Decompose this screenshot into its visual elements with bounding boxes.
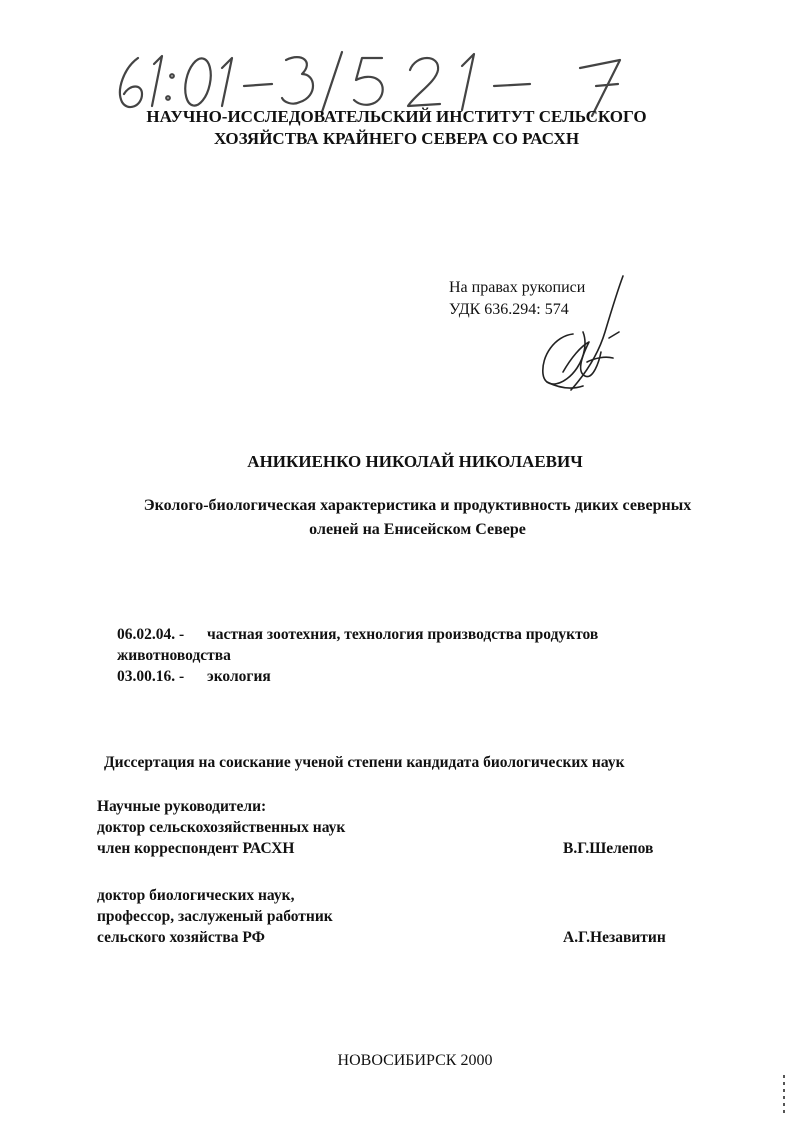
specialty-code: 03.00.16. - (117, 668, 185, 685)
supervisors-block (97, 796, 717, 948)
supervisor-1-name: В.Г.Шелепов (563, 840, 654, 857)
supervisor-2-degree: доктор биологических наук, (97, 887, 295, 904)
supervisor-2-name: А.Г.Незавитин (563, 929, 666, 946)
udc-code: УДК 636.294: 574 (449, 301, 569, 318)
supervisor-1-title: член корреспондент РАСХН (97, 840, 295, 857)
author-name: АНИКИЕНКО НИКОЛАЙ НИКОЛАЕВИЧ (247, 452, 583, 471)
title-line-2: оленей на Енисейском Севере (309, 521, 526, 538)
supervisor-2-title: профессор, заслуженый работник (97, 908, 333, 925)
author-signature (525, 272, 635, 402)
manuscript-rights-label: На правах рукописи (449, 279, 586, 296)
supervisor-2-title-cont: сельского хозяйства РФ (97, 929, 265, 946)
specialty-name: частная зоотехния, технология производства продуктов (207, 626, 599, 643)
specialty-name: экология (207, 668, 271, 685)
institute-line-1: НАУЧНО-ИССЛЕДОВАТЕЛЬСКИЙ ИНСТИТУТ СЕЛЬСКОГО (146, 107, 647, 126)
specialty-item (117, 666, 598, 687)
specialty-code: 06.02.04. - (117, 626, 185, 643)
supervisors-heading: Научные руководители: (97, 798, 267, 815)
specialty-continuation: животноводства (117, 647, 231, 664)
institute-name (0, 106, 793, 150)
institute-line-2: ХОЗЯЙСТВА КРАЙНЕГО СЕВЕРА СО РАСХН (213, 129, 580, 148)
city-year: НОВОСИБИРСК 2000 (337, 1052, 493, 1069)
supervisor-1-degree: доктор сельскохозяйственных наук (97, 819, 346, 836)
scan-edge-mark (779, 1075, 789, 1115)
specialty-item (117, 624, 598, 645)
title-line-1: Эколого-биологическая характеристика и продуктивность диких северных (143, 497, 692, 514)
dissertation-title (0, 494, 793, 542)
degree-statement: Диссертация на соискание ученой степени кандидата биологических наук (104, 754, 625, 771)
specialties-list (117, 624, 598, 687)
